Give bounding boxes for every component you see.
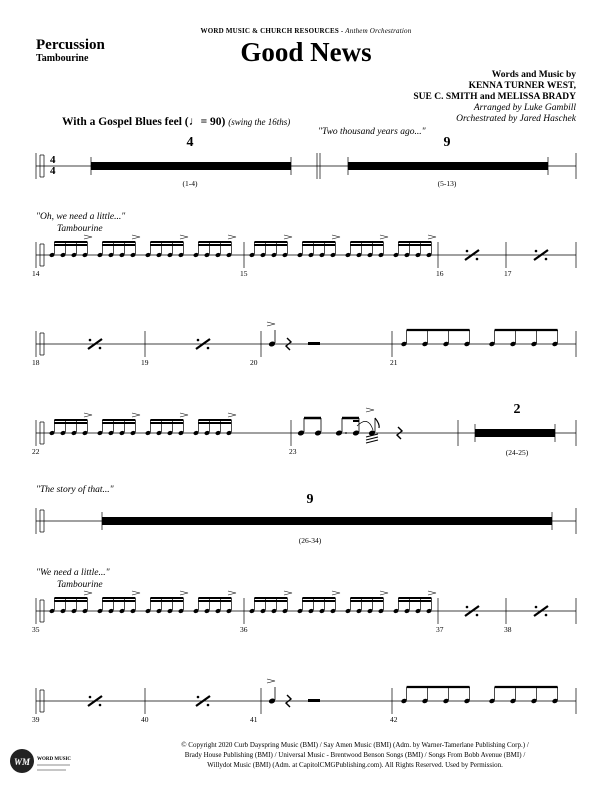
accent-icon xyxy=(428,235,436,239)
sixteenth-group-sys2 xyxy=(49,235,436,258)
accent-icon xyxy=(332,235,340,239)
quarter-note-icon: ♩ xyxy=(188,114,201,128)
cue-system5: "The story of that..." xyxy=(36,485,114,495)
eighth-group-m21 xyxy=(401,330,559,347)
cue-system2: "Oh, we need a little..." xyxy=(36,212,126,222)
staff-system7 xyxy=(36,688,576,714)
measure-num-36: 36 xyxy=(240,625,248,634)
accent-icon xyxy=(84,591,92,595)
publisher-subtitle: - Anthem Orchestration xyxy=(340,27,412,35)
sub-instrument-name: Tambourine xyxy=(36,53,89,64)
time-sig-top: 4 xyxy=(50,154,56,166)
multirest-bar-system4 xyxy=(475,429,555,437)
copyright-line3: Willydot Music (BMI) (Adm. at CapitolCMGPublishing.com). All Rights Reserved. Used by Permission. xyxy=(207,760,503,769)
instrument-label-system6: Tambourine xyxy=(57,580,103,590)
accent-icon xyxy=(180,235,188,239)
accent-icon xyxy=(332,591,340,595)
sixteenth-group-sys6 xyxy=(49,591,436,614)
measure-num-20: 20 xyxy=(250,358,258,367)
measure-num-40: 40 xyxy=(141,715,149,724)
accent-icon xyxy=(380,591,388,595)
arranger: Arranged by Luke Gambill xyxy=(473,103,576,113)
measure-num-14: 14 xyxy=(32,269,40,278)
credits-line3: SUE C. SMITH and MELISSA BRADY xyxy=(413,92,576,102)
swing-instruction: (swing the 16ths) xyxy=(228,117,291,127)
sixteenth-group-m22 xyxy=(49,413,236,436)
tempo-bpm: = 90) xyxy=(200,116,226,128)
tempo-open-paren: ( xyxy=(184,116,189,128)
accent-icon xyxy=(428,591,436,595)
accent-icon xyxy=(132,413,140,417)
cue-system6: "We need a little..." xyxy=(36,568,110,578)
measure-num-17: 17 xyxy=(504,269,512,278)
svg-text:WM: WM xyxy=(14,757,31,767)
measure-23-notes xyxy=(297,408,402,443)
measure-num-37: 37 xyxy=(436,625,444,634)
half-rest-icon xyxy=(308,342,320,345)
accent-icon xyxy=(180,413,188,417)
half-rest-icon xyxy=(308,699,320,702)
measure-num-42: 42 xyxy=(390,715,398,724)
rest-count-system5: 9 xyxy=(306,492,314,507)
copyright-line1: © Copyright 2020 Curb Dayspring Music (BMI) / Say Amen Music (BMI) (Adm. by Warner-Tamerlane Publishing Corp.) / xyxy=(181,741,529,749)
copyright-notice xyxy=(95,741,612,770)
measure-41-notes xyxy=(267,679,320,707)
measure-num-23: 23 xyxy=(289,447,297,456)
measure-num-21: 21 xyxy=(390,358,398,367)
credits-line2: KENNA TURNER WEST, xyxy=(468,81,576,91)
accent-icon xyxy=(380,235,388,239)
word-music-logo xyxy=(10,749,71,773)
measure-num-22: 22 xyxy=(32,447,40,456)
rest-count-system4: 2 xyxy=(513,402,521,417)
credits-line1: Words and Music by xyxy=(491,70,576,80)
multirest-bar-2 xyxy=(348,162,548,170)
accent-icon xyxy=(284,591,292,595)
multirest-bar-system5 xyxy=(102,517,552,525)
rest-count-1: 4 xyxy=(186,135,194,150)
publisher-name: WORD MUSIC & CHURCH RESOURCES xyxy=(200,27,339,35)
measure-num-15: 15 xyxy=(240,269,248,278)
roll-tremolo-icon xyxy=(366,434,378,443)
eighth-group-m42 xyxy=(401,687,559,704)
instrument-label-system2: Tambourine xyxy=(57,224,103,234)
logo-text: WORD MUSIC xyxy=(37,757,72,762)
tempo-text: With a Gospel Blues feel xyxy=(62,116,182,128)
rest-range-2: (5-13) xyxy=(437,179,457,188)
measure-num-38: 38 xyxy=(504,625,512,634)
rest-count-2: 9 xyxy=(443,135,451,150)
measure-num-18: 18 xyxy=(32,358,40,367)
accent-icon xyxy=(132,235,140,239)
time-sig-bottom: 4 xyxy=(50,165,56,177)
rest-range-1: (1-4) xyxy=(182,179,198,188)
accent-icon xyxy=(228,235,236,239)
accent-icon xyxy=(84,413,92,417)
instrument-name: Percussion xyxy=(36,37,105,53)
accent-icon xyxy=(84,235,92,239)
rest-range-system4: (24-25) xyxy=(505,448,529,457)
measure-20-notes xyxy=(267,322,320,350)
staff-system3 xyxy=(36,331,576,357)
measure-num-19: 19 xyxy=(141,358,149,367)
rest-range-system5: (26-34) xyxy=(298,536,322,545)
accent-icon xyxy=(228,413,236,417)
copyright-line2: Brady House Publishing (BMI) / Universal Music - Brentwood Benson Songs (BMI) / Songs From Bobb Avenue (BMI) / xyxy=(184,750,526,759)
accent-icon xyxy=(180,591,188,595)
song-title: Good News xyxy=(240,37,372,67)
accent-icon xyxy=(132,591,140,595)
orchestrator: Orchestrated by Jared Haschek xyxy=(456,114,576,124)
accent-icon xyxy=(284,235,292,239)
accent-icon xyxy=(228,591,236,595)
measure-num-39: 39 xyxy=(32,715,40,724)
measure-num-35: 35 xyxy=(32,625,40,634)
cue-system1: "Two thousand years ago..." xyxy=(318,127,426,137)
measure-num-16: 16 xyxy=(436,269,444,278)
multirest-bar-1 xyxy=(91,162,291,170)
measure-num-41: 41 xyxy=(250,715,258,724)
